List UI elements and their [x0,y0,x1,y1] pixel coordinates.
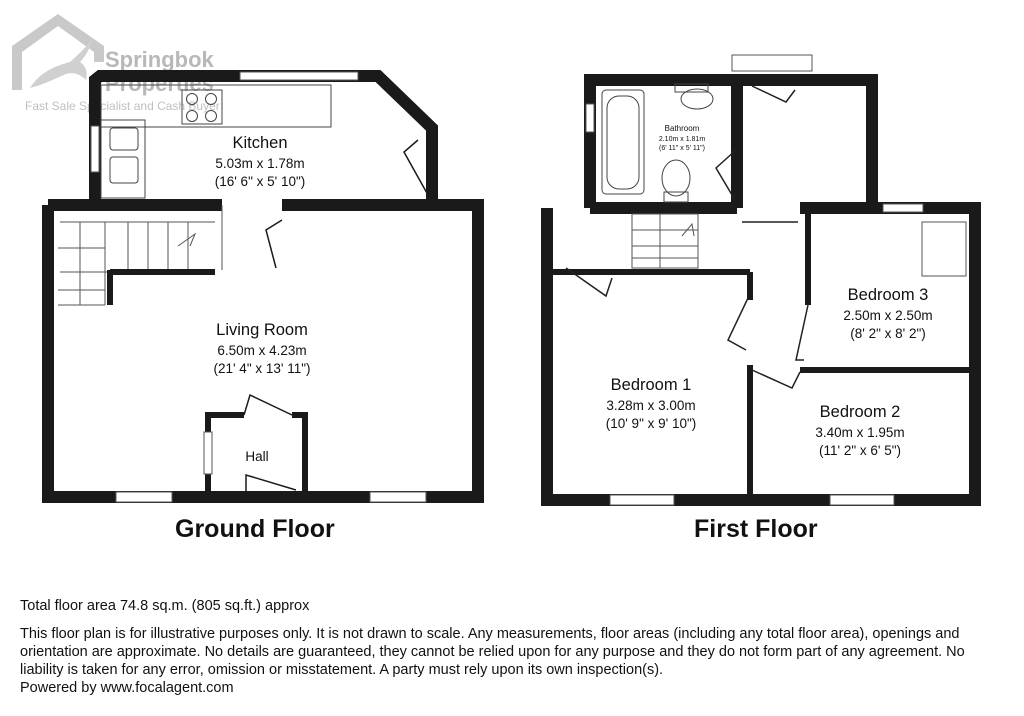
room-labels [213,124,932,464]
bathroom-name: Bathroom [664,124,700,133]
ground-stairs [58,222,215,305]
brand-name-line1: Springbok [105,47,214,72]
brand-tagline: Fast Sale Specialist and Cash Buyer [25,99,220,113]
kitchen-imperial: (16' 6" x 5' 10") [214,174,306,189]
first-floor-windows [586,55,966,505]
bathroom-metric: 2.10m x 1.81m [658,136,706,143]
first-floor-plan [547,55,975,505]
bedroom3-metric: 2.50m x 2.50m [843,308,933,323]
bedroom1-name: Bedroom 1 [610,376,692,394]
total-floor-area: Total floor area 74.8 sq.m. (805 sq.ft.) approx [20,598,310,614]
bedroom3-name: Bedroom 3 [847,286,929,304]
disclaimer-block [20,625,1010,697]
kitchen-back-door [404,140,428,195]
ground-floor-title: Ground Floor [175,515,335,543]
powered-by: Powered by www.focalagent.com [20,680,234,696]
disclaimer-text: This floor plan is for illustrative purposes only. It is not drawn to scale. Any measurements, floor areas (including any total floor area), openings and orientation are approximate. No details are guaranteed, they cannot be relied upon for any purpose and they do not form part of any agreement. No liability is taken for any error, omission or misstatement. A party must rely upon its own inspection(s). [20,626,965,678]
living-room-metric: 6.50m x 4.23m [217,343,307,358]
brand-logo [12,14,235,113]
living-room-imperial: (21' 4" x 13' 11") [213,361,311,376]
hall-inner-door [244,395,292,415]
bathroom-fixtures [602,84,713,202]
bedroom2-name: Bedroom 2 [819,403,901,421]
living-room-name: Living Room [216,321,308,339]
hall-name: Hall [245,449,269,464]
bedroom2-imperial: (11' 2" x 6' 5") [818,443,902,458]
bedroom1-imperial: (10' 9" x 9' 10") [605,416,697,431]
kitchen-name: Kitchen [232,134,288,152]
brand-name-line2: Properties [105,71,214,96]
bedroom2-metric: 3.40m x 1.95m [815,425,905,440]
brand-registered-mark: ® [228,70,235,80]
bedroom3-imperial: (8' 2" x 8' 2") [850,326,926,341]
first-floor-title: First Floor [694,515,818,543]
bedroom1-metric: 3.28m x 3.00m [606,398,696,413]
springbok-logo-icon [30,40,92,88]
first-stairs [632,214,698,268]
kitchen-metric: 5.03m x 1.78m [215,156,305,171]
landing-upper-walls [737,80,872,208]
bathroom-walls [590,80,737,208]
kitchen-door [266,220,282,268]
bathroom-imperial: (6' 11" x 5' 11") [659,145,705,152]
first-floor-outer-walls [547,208,975,500]
